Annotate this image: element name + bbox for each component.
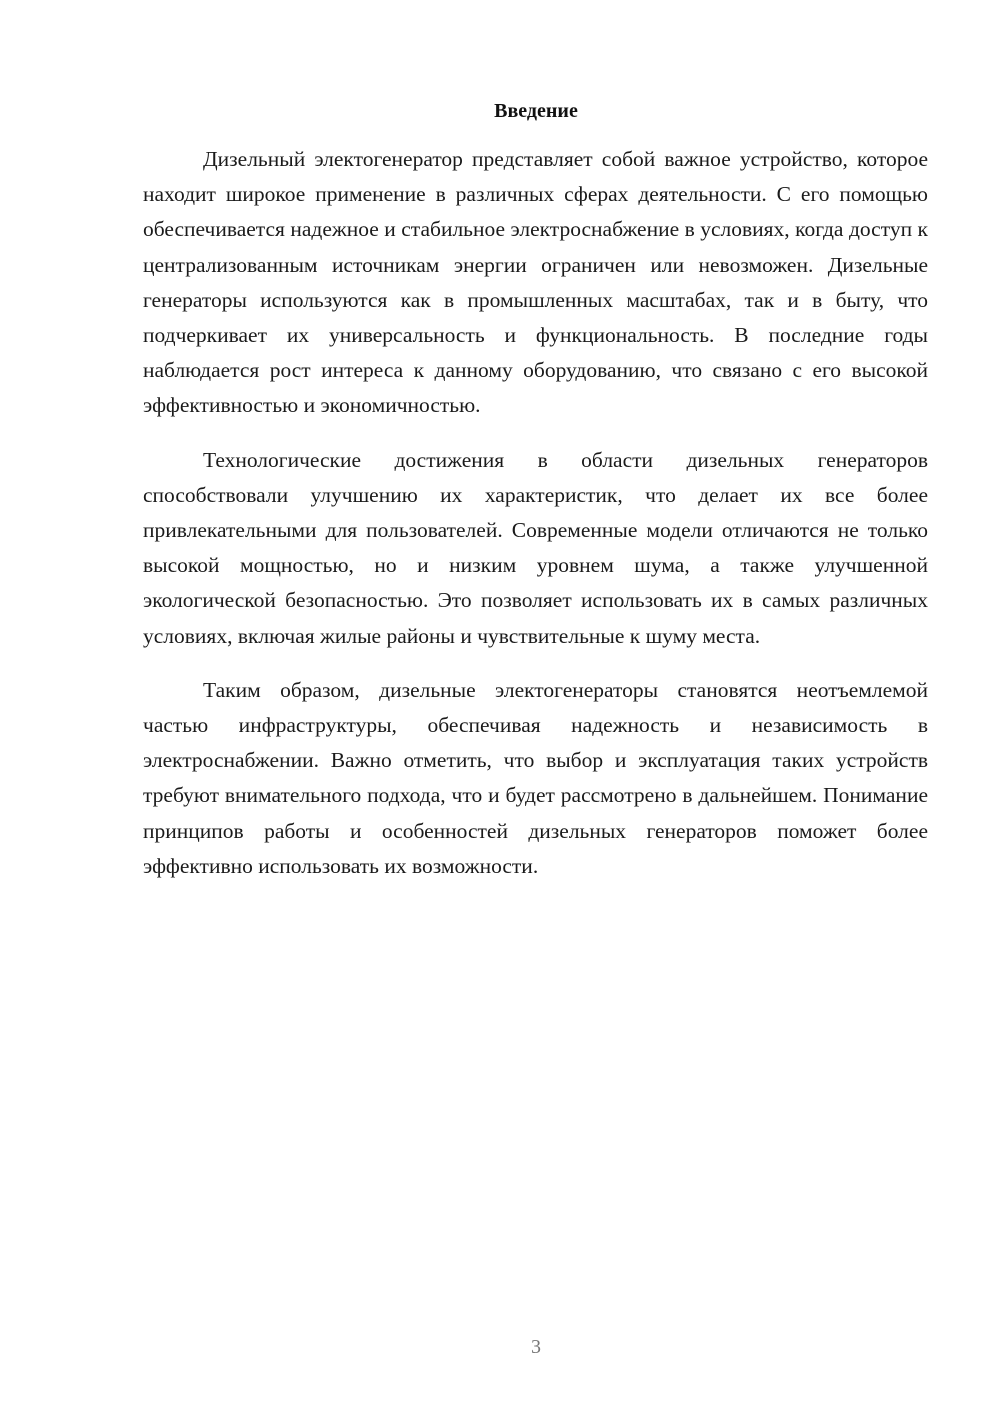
document-body: [143, 142, 928, 884]
page-title: Введение: [494, 100, 578, 122]
paragraph-1: Дизельный электогенератор представляет собой важное устройство, которое находит широкое применение в различных сферах деятельности. С его помощью обеспечивается надежное и стабильное электроснабжение в условиях, когда доступ к централизованным источникам энергии ограничен или невозможен. Дизельные генераторы используются как в промышленных масштабах, так и в быту, что подчеркивает их универсальность и функциональность. В последние годы наблюдается рост интереса к данному оборудованию, что связано с его высокой эффективностью и экономичностью.: [143, 147, 928, 418]
paragraph-3: Таким образом, дизельные электогенераторы становятся неотъемлемой частью инфраструктуры, обеспечивая надежность и независимость в электроснабжении. Важно отметить, что выбор и эксплуатация таких устройств требуют внимательного подхода, что и будет рассмотрено в дальнейшем. Понимание принципов работы и особенностей дизельных генераторов поможет более эффективно использовать их возможности.: [143, 677, 928, 878]
paragraph-2: Технологические достижения в области дизельных генераторов способствовали улучшению их характеристик, что делает их все более привлекательными для пользователей. Современные модели отличаются не только высокой мощностью, но и низким уровнем шума, а также улучшенной экологической безопасностью. Это позволяет использовать их в самых различных условиях, включая жилые районы и чувствительные к шуму места.: [143, 447, 928, 648]
page-number: 3: [531, 1336, 541, 1358]
